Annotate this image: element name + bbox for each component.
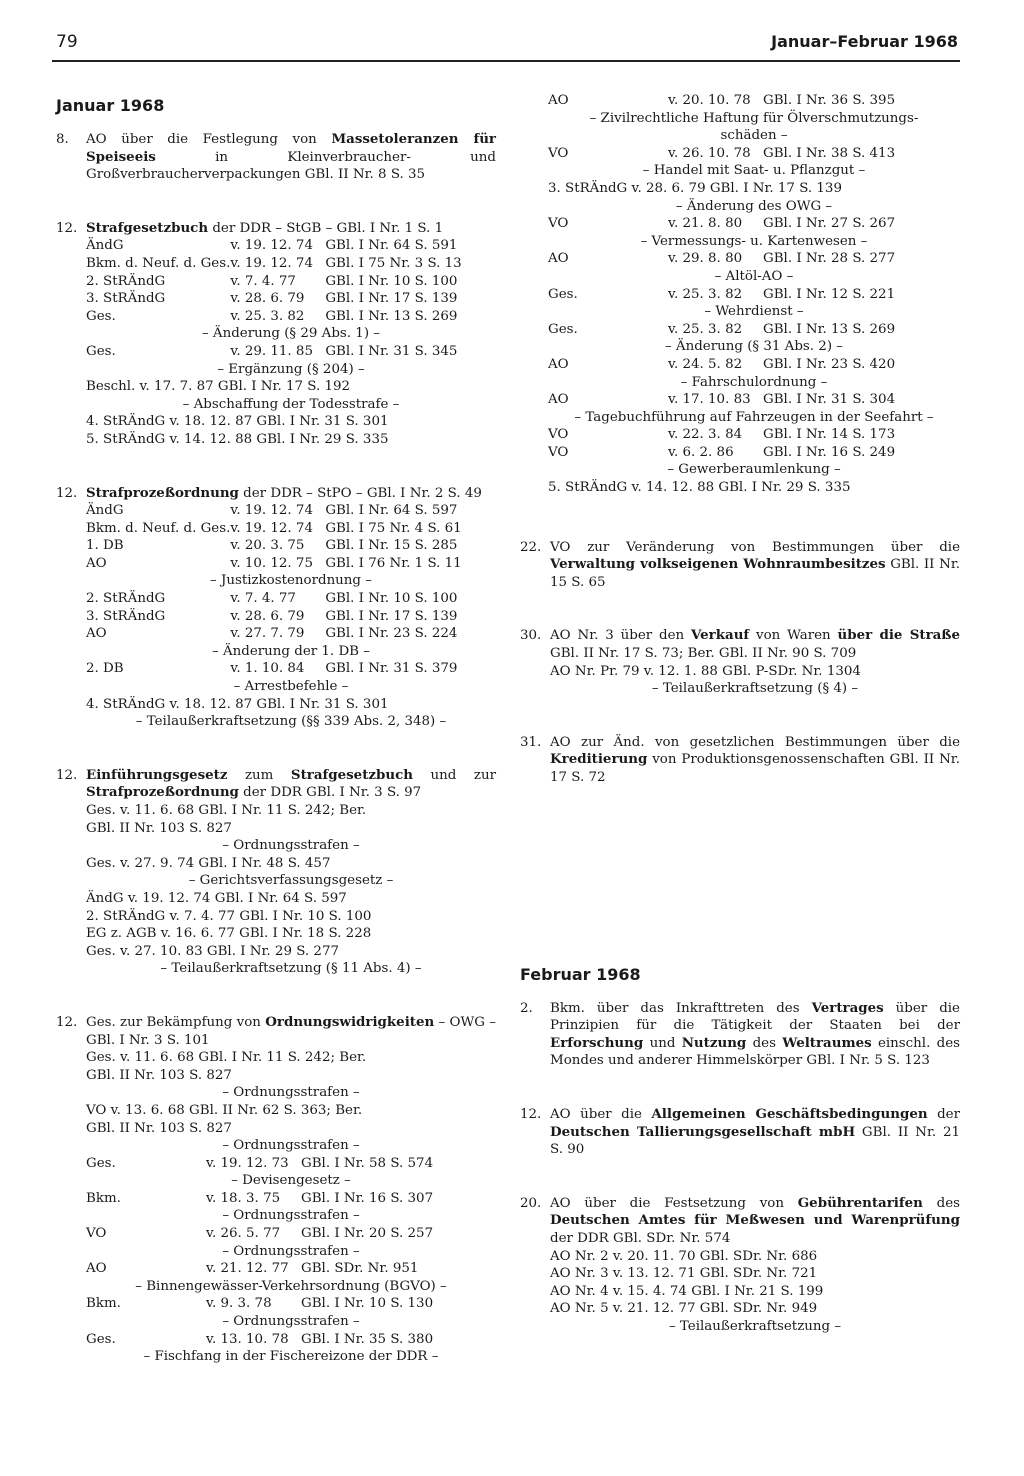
amendment-line: – Ergänzung (§ 204) – [217, 361, 365, 377]
amendment-source: GBl. I Nr. 10 S. 130 [301, 1296, 434, 1312]
entry-jan-12-einfg [56, 767, 496, 978]
amendment-row [86, 696, 496, 714]
amendment-row [548, 409, 960, 427]
entry-jan-12-stgb [56, 220, 496, 449]
amendment-line: VO v. 13. 6. 68 GBl. II Nr. 62 S. 363; Ber. [86, 1102, 363, 1118]
entry-day: 22. [520, 539, 542, 555]
amendment-line: – Altöl-AO – [714, 268, 794, 284]
entry-day: 2. [520, 1000, 533, 1016]
amendment-row [86, 520, 496, 538]
amendment-table [86, 1049, 496, 1366]
amendment-row [86, 820, 496, 838]
amendment-line: – Devisengesetz – [231, 1173, 351, 1189]
running-title: Januar–Februar 1968 [771, 32, 958, 51]
amendment-date: v. 25. 3. 82 [230, 308, 305, 324]
amendment-row [86, 255, 496, 273]
amendment-date: v. 24. 5. 82 [668, 356, 743, 372]
entry-text: AO über die Festlegung von Massetoleranzen für Speiseeis in Kleinverbraucher- und Großverbraucherverpackungen GBl. II Nr. 8 S. 35 [86, 131, 496, 183]
amendment-line: – Ordnungsstrafen – [222, 1243, 360, 1259]
amendment-date: v. 20. 3. 75 [230, 538, 305, 554]
amendment-row [86, 1278, 496, 1296]
amendment-row [548, 426, 960, 444]
amendment-row [86, 1172, 496, 1190]
amendment-date: v. 7. 4. 77 [230, 273, 296, 289]
amendment-date: v. 27. 7. 79 [230, 626, 305, 642]
entry-text: AO über die Festsetzung von Gebührentarifen des Deutschen Amtes für Meßwesen und Warenprüfung der DDR GBl. SDr. Nr. 574 [550, 1194, 960, 1246]
amendment-row [86, 608, 496, 626]
amendment-row [86, 1155, 496, 1173]
amendment-source: GBl. I Nr. 31 S. 304 [763, 392, 896, 408]
entry-jan-22 [520, 539, 960, 592]
amendment-row [86, 1190, 496, 1208]
amendment-line: Ges. v. 27. 9. 74 GBl. I Nr. 48 S. 457 [86, 855, 331, 871]
entry-day: 12. [56, 1014, 78, 1030]
entry-jan-8 [56, 131, 496, 184]
amendment-row [548, 145, 960, 163]
amendment-row [548, 250, 960, 268]
amendment-line: – Wehrdienst – [704, 304, 804, 320]
amendment-date: v. 1. 10. 84 [230, 661, 305, 677]
amendment-source: GBl. I 76 Nr. 1 S. 11 [325, 555, 462, 571]
amendment-type: Ges. [86, 1331, 116, 1347]
entry-text: Strafprozeßordnung der DDR – StPO – GBl. I Nr. 2 S. 49 [86, 484, 482, 501]
amendment-row [548, 391, 960, 409]
entry-day: 8. [56, 132, 69, 147]
amendment-date: v. 13. 10. 78 [206, 1331, 289, 1347]
amendment-row [548, 198, 960, 216]
section-title-februar: Februar 1968 [520, 964, 641, 984]
entry-extra-line: AO Nr. 5 v. 21. 12. 77 GBl. SDr. Nr. 949 [550, 1301, 818, 1317]
amendment-date: v. 18. 3. 75 [206, 1190, 281, 1206]
entry-feb-12 [520, 1106, 960, 1159]
entry-text: Einführungsgesetz zum Strafgesetzbuch und zur Strafprozeßordnung der DDR GBl. I Nr. 3 S. 97 [86, 766, 496, 801]
amendment-type: VO [548, 216, 569, 232]
amendment-row [86, 1225, 496, 1243]
amendment-line: – Teilaußerkraftsetzung (§ 11 Abs. 4) – [160, 961, 422, 977]
amendment-type: 3. StRÄndG [86, 608, 166, 624]
amendment-source: GBl. I Nr. 16 S. 249 [763, 444, 896, 460]
amendment-type: AO [86, 555, 107, 571]
amendment-line: schäden – [720, 128, 788, 144]
amendment-line: – Ordnungsstrafen – [222, 1314, 360, 1330]
amendment-row [86, 1313, 496, 1331]
amendment-type: 2. StRÄndG [86, 273, 166, 289]
amendment-row [86, 1243, 496, 1261]
amendment-type: AO [548, 392, 569, 408]
amendment-row [86, 325, 496, 343]
amendment-type: VO [548, 427, 569, 443]
amendment-row [548, 356, 960, 374]
amendment-line: – Teilaußerkraftsetzung (§§ 339 Abs. 2, 348) – [135, 714, 447, 730]
amendment-line: – Gerichtsverfassungsgesetz – [188, 873, 394, 889]
amendment-source: GBl. I Nr. 17 S. 139 [325, 291, 458, 307]
amendment-row [86, 960, 496, 978]
page-number: 79 [56, 32, 78, 52]
amendment-source: GBl. I Nr. 28 S. 277 [763, 251, 896, 267]
entry-extra-line: AO Nr. 2 v. 20. 11. 70 GBl. SDr. Nr. 686 [550, 1248, 818, 1264]
amendment-row [86, 660, 496, 678]
amendment-row [86, 678, 496, 696]
amendment-table [86, 237, 496, 448]
amendment-row [548, 92, 960, 110]
amendment-date: v. 26. 5. 77 [206, 1226, 281, 1242]
amendment-row [86, 590, 496, 608]
entry-extra-line: – Teilaußerkraftsetzung – [668, 1318, 842, 1334]
amendment-row [548, 444, 960, 462]
amendment-row [86, 1049, 496, 1067]
amendment-row [86, 237, 496, 255]
amendment-type: AO [548, 93, 569, 108]
entry-text: Strafgesetzbuch der DDR – StGB – GBl. I Nr. 1 S. 1 [86, 219, 444, 236]
amendment-row [86, 802, 496, 820]
amendment-date: v. 21. 8. 80 [668, 216, 743, 232]
amendment-row [548, 233, 960, 251]
amendment-source: GBl. I 75 Nr. 3 S. 13 [325, 255, 462, 271]
amendment-row [86, 572, 496, 590]
amendment-row [86, 908, 496, 926]
amendment-type: AO [86, 626, 107, 642]
amendment-type: Ges. [86, 308, 116, 324]
amendment-row [86, 378, 496, 396]
amendment-source: GBl. I Nr. 58 S. 574 [301, 1155, 434, 1171]
amendment-row [86, 1084, 496, 1102]
amendment-row [86, 643, 496, 661]
amendment-type: ÄndG [86, 238, 124, 254]
amendment-line: – Ordnungsstrafen – [222, 838, 360, 854]
amendment-type: 2. DB [86, 661, 124, 677]
amendment-type: Bkm. d. Neuf. d. Ges. [86, 255, 231, 271]
entry-extra-line: AO Nr. 3 v. 13. 12. 71 GBl. SDr. Nr. 721 [550, 1266, 818, 1282]
amendment-row [86, 855, 496, 873]
amendment-date: v. 28. 6. 79 [230, 291, 305, 307]
amendment-row [86, 837, 496, 855]
amendment-row [548, 215, 960, 233]
amendment-source: GBl. I Nr. 10 S. 100 [325, 591, 458, 607]
amendment-type: VO [86, 1226, 107, 1242]
amendment-source: GBl. I Nr. 35 S. 380 [301, 1331, 434, 1347]
amendment-row [86, 890, 496, 908]
amendment-row [86, 713, 496, 731]
amendment-line: Ges. v. 11. 6. 68 GBl. I Nr. 11 S. 242; Ber. [86, 803, 367, 818]
amendment-source: GBl. I Nr. 27 S. 267 [763, 216, 896, 232]
entry-jan-30 [520, 627, 960, 697]
amendment-row [86, 1348, 496, 1366]
amendment-row [548, 321, 960, 339]
amendment-line: 3. StRÄndG v. 28. 6. 79 GBl. I Nr. 17 S. 139 [548, 180, 842, 196]
entry-text: VO zur Veränderung von Bestimmungen über die Verwaltung volkseigenen Wohnraumbesitzes GBl. II Nr. 15 S. 65 [550, 539, 961, 590]
amendment-line: – Fischfang in der Fischereizone der DDR – [143, 1349, 439, 1365]
amendment-date: v. 17. 10. 83 [668, 392, 751, 408]
amendment-source: GBl. I Nr. 16 S. 307 [301, 1190, 434, 1206]
amendment-line: – Binnengewässer-Verkehrsordnung (BGVO) – [135, 1278, 447, 1294]
amendment-source: GBl. I Nr. 10 S. 100 [325, 273, 458, 289]
amendment-date: v. 25. 3. 82 [668, 321, 743, 337]
amendment-row [86, 1295, 496, 1313]
amendment-row [548, 461, 960, 479]
amendment-line: – Justizkostenordnung – [210, 573, 372, 589]
entry-feb-2 [520, 1000, 960, 1070]
amendment-line: EG z. AGB v. 16. 6. 77 GBl. I Nr. 18 S. 228 [86, 926, 372, 942]
amendment-row [86, 396, 496, 414]
amendment-date: v. 26. 10. 78 [668, 145, 751, 161]
amendment-row [86, 361, 496, 379]
amendment-type: 2. StRÄndG [86, 591, 166, 607]
amendment-row [86, 925, 496, 943]
amendment-source: GBl. SDr. Nr. 951 [301, 1261, 419, 1277]
amendment-source: GBl. I Nr. 17 S. 139 [325, 608, 458, 624]
amendment-line: – Gewerberaumlenkung – [667, 462, 841, 478]
amendment-type: VO [548, 444, 569, 460]
entry-owg-continued [520, 92, 960, 497]
amendment-type: 3. StRÄndG [86, 291, 166, 307]
amendment-row [548, 338, 960, 356]
amendment-line: – Vermessungs- u. Kartenwesen – [640, 233, 868, 249]
amendment-date: v. 29. 8. 80 [668, 251, 743, 267]
entry-text: AO Nr. 3 über den Verkauf von Waren über die Straße GBl. II Nr. 17 S. 73; Ber. GBl. II Nr. 90 S. 709 [550, 627, 960, 662]
amendment-source: GBl. I Nr. 36 S. 395 [763, 93, 896, 108]
amendment-table [86, 502, 496, 731]
amendment-date: v. 9. 3. 78 [206, 1296, 272, 1312]
amendment-date: v. 19. 12. 73 [206, 1155, 289, 1171]
header-rule [52, 60, 960, 62]
amendment-line: GBl. II Nr. 103 S. 827 [86, 1120, 232, 1136]
amendment-line: 5. StRÄndG v. 14. 12. 88 GBl. I Nr. 29 S. 335 [548, 480, 851, 496]
amendment-type: Bkm. [86, 1190, 121, 1206]
amendment-type: AO [548, 251, 569, 267]
amendment-source: GBl. I Nr. 23 S. 224 [325, 626, 458, 642]
entry-text: Bkm. über das Inkrafttreten des Vertrages über die Prinzipien für die Tätigkeit der Staaten bei der Erforschung und Nutzung des Weltraumes einschl. des Mondes und anderer Himmelskörper GBl. I Nr. 5 S. 123 [550, 999, 960, 1069]
entry-jan-31 [520, 734, 960, 787]
amendment-table [86, 802, 496, 978]
amendment-line: 4. StRÄndG v. 18. 12. 87 GBl. I Nr. 31 S. 301 [86, 414, 389, 430]
entry-text: Ges. zur Bekämpfung von Ordnungswidrigkeiten – OWG – GBl. I Nr. 3 S. 101 [86, 1013, 496, 1048]
amendment-type: VO [548, 145, 569, 161]
amendment-row [548, 127, 960, 145]
amendment-line: – Tagebuchführung auf Fahrzeugen in der Seefahrt – [574, 409, 934, 425]
amendment-row [548, 286, 960, 304]
amendment-source: GBl. I Nr. 31 S. 345 [325, 343, 458, 359]
amendment-type: AO [86, 1261, 107, 1277]
entry-feb-20 [520, 1195, 960, 1336]
amendment-row [86, 555, 496, 573]
amendment-row [86, 1102, 496, 1120]
amendment-row [548, 110, 960, 128]
amendment-row [548, 479, 960, 497]
amendment-date: v. 19. 12. 74 [230, 255, 313, 271]
amendment-source: GBl. I Nr. 14 S. 173 [763, 427, 896, 443]
amendment-row [86, 1207, 496, 1225]
entry-jan-12-stpo [56, 485, 496, 731]
entry-day: 31. [520, 734, 542, 750]
amendment-date: v. 19. 12. 74 [230, 520, 313, 536]
entry-day: 30. [520, 628, 542, 644]
amendment-row [86, 502, 496, 520]
amendment-row [86, 625, 496, 643]
amendment-line: – Zivilrechtliche Haftung für Ölverschmutzungs- [589, 110, 919, 126]
amendment-line: – Handel mit Saat- u. Pflanzgut – [642, 163, 866, 179]
entry-extra-line: AO Nr. 4 v. 15. 4. 74 GBl. I Nr. 21 S. 199 [550, 1283, 824, 1299]
amendment-row [86, 872, 496, 890]
entry-day: 12. [56, 485, 78, 501]
amendment-type: Ges. [548, 321, 578, 337]
amendment-source: GBl. I 75 Nr. 4 S. 61 [325, 520, 462, 536]
amendment-type: Bkm. [86, 1296, 121, 1312]
amendment-line: GBl. II Nr. 103 S. 827 [86, 820, 232, 836]
amendment-date: v. 19. 12. 74 [230, 238, 313, 254]
amendment-line: Ges. v. 27. 10. 83 GBl. I Nr. 29 S. 277 [86, 943, 339, 959]
entry-text: AO zur Änd. von gesetzlichen Bestimmungen über die Kreditierung von Produktionsgenossenschaften GBl. II Nr. 17 S. 72 [550, 734, 960, 785]
amendment-source: GBl. I Nr. 13 S. 269 [763, 321, 896, 337]
entry-day: 12. [56, 767, 78, 783]
amendment-line: – Ordnungsstrafen – [222, 1208, 360, 1224]
entry-text: AO über die Allgemeinen Geschäftsbedingungen der Deutschen Tallierungsgesellschaft mbH GBl. II Nr. 21 S. 90 [550, 1105, 960, 1158]
amendment-type: Ges. [86, 1155, 116, 1171]
amendment-source: GBl. I Nr. 64 S. 597 [325, 503, 458, 519]
amendment-line: – Änderung (§ 29 Abs. 1) – [201, 326, 380, 342]
amendment-table [548, 92, 960, 497]
amendment-line: – Änderung der 1. DB – [212, 643, 370, 659]
amendment-row [86, 537, 496, 555]
amendment-source: GBl. I Nr. 12 S. 221 [763, 286, 896, 302]
amendment-type: ÄndG [86, 503, 124, 519]
amendment-source: GBl. I Nr. 20 S. 257 [301, 1226, 434, 1242]
amendment-row [86, 1137, 496, 1155]
entry-jan-12-owg [56, 1014, 496, 1366]
amendment-date: v. 10. 12. 75 [230, 555, 313, 571]
entry-extra-line: – Teilaußerkraftsetzung (§ 4) – [651, 681, 859, 697]
amendment-type: Ges. [548, 286, 578, 302]
entry-extra-line: AO Nr. Pr. 79 v. 12. 1. 88 GBl. P-SDr. Nr. 1304 [550, 663, 861, 679]
amendment-line: 5. StRÄndG v. 14. 12. 88 GBl. I Nr. 29 S. 335 [86, 431, 389, 447]
amendment-type: Ges. [86, 343, 116, 359]
amendment-date: v. 22. 3. 84 [668, 427, 743, 443]
amendment-line: Beschl. v. 17. 7. 87 GBl. I Nr. 17 S. 192 [86, 379, 351, 395]
amendment-line: 2. StRÄndG v. 7. 4. 77 GBl. I Nr. 10 S. 100 [86, 908, 372, 924]
amendment-line: – Änderung (§ 31 Abs. 2) – [664, 339, 843, 355]
amendment-row [86, 1260, 496, 1278]
page-header [0, 0, 1024, 60]
amendment-date: v. 29. 11. 85 [230, 343, 313, 359]
amendment-row [86, 1120, 496, 1138]
amendment-row [86, 308, 496, 326]
amendment-type: Bkm. d. Neuf. d. Ges. [86, 520, 231, 536]
amendment-row [86, 343, 496, 361]
amendment-source: GBl. I Nr. 38 S. 413 [763, 145, 896, 161]
amendment-line: GBl. II Nr. 103 S. 827 [86, 1067, 232, 1083]
amendment-row [548, 268, 960, 286]
amendment-date: v. 6. 2. 86 [668, 444, 734, 460]
amendment-line: – Fahrschulordnung – [680, 374, 828, 390]
amendment-line: Ges. v. 11. 6. 68 GBl. I Nr. 11 S. 242; Ber. [86, 1050, 367, 1066]
left-column [56, 96, 496, 1402]
entry-day: 12. [520, 1106, 542, 1122]
amendment-row [548, 180, 960, 198]
amendment-row [548, 162, 960, 180]
entry-day: 12. [56, 220, 78, 236]
amendment-source: GBl. I Nr. 31 S. 379 [325, 661, 458, 677]
amendment-row [86, 413, 496, 431]
amendment-line: – Änderung des OWG – [675, 198, 833, 214]
amendment-row [86, 273, 496, 291]
amendment-date: v. 28. 6. 79 [230, 608, 305, 624]
amendment-row [86, 431, 496, 449]
amendment-row [548, 303, 960, 321]
amendment-date: v. 25. 3. 82 [668, 286, 743, 302]
right-column [520, 92, 960, 1372]
amendment-date: v. 7. 4. 77 [230, 591, 296, 607]
amendment-line: – Abschaffung der Todesstrafe – [182, 396, 400, 412]
amendment-source: GBl. I Nr. 23 S. 420 [763, 356, 896, 372]
amendment-type: AO [548, 356, 569, 372]
amendment-line: 4. StRÄndG v. 18. 12. 87 GBl. I Nr. 31 S. 301 [86, 696, 389, 712]
section-title-januar: Januar 1968 [56, 96, 165, 115]
amendment-line: – Ordnungsstrafen – [222, 1138, 360, 1154]
amendment-line: – Arrestbefehle – [233, 679, 349, 695]
amendment-row [86, 1331, 496, 1349]
amendment-type: 1. DB [86, 538, 124, 554]
entry-day: 20. [520, 1195, 542, 1211]
amendment-row [548, 374, 960, 392]
amendment-row [86, 943, 496, 961]
amendment-line: – Ordnungsstrafen – [222, 1085, 360, 1101]
amendment-date: v. 21. 12. 77 [206, 1261, 289, 1277]
amendment-source: GBl. I Nr. 13 S. 269 [325, 308, 458, 324]
amendment-date: v. 20. 10. 78 [668, 93, 751, 108]
amendment-row [86, 1067, 496, 1085]
amendment-date: v. 19. 12. 74 [230, 503, 313, 519]
amendment-row [86, 290, 496, 308]
amendment-source: GBl. I Nr. 15 S. 285 [325, 538, 458, 554]
amendment-line: ÄndG v. 19. 12. 74 GBl. I Nr. 64 S. 597 [86, 890, 347, 906]
amendment-source: GBl. I Nr. 64 S. 591 [325, 238, 458, 254]
